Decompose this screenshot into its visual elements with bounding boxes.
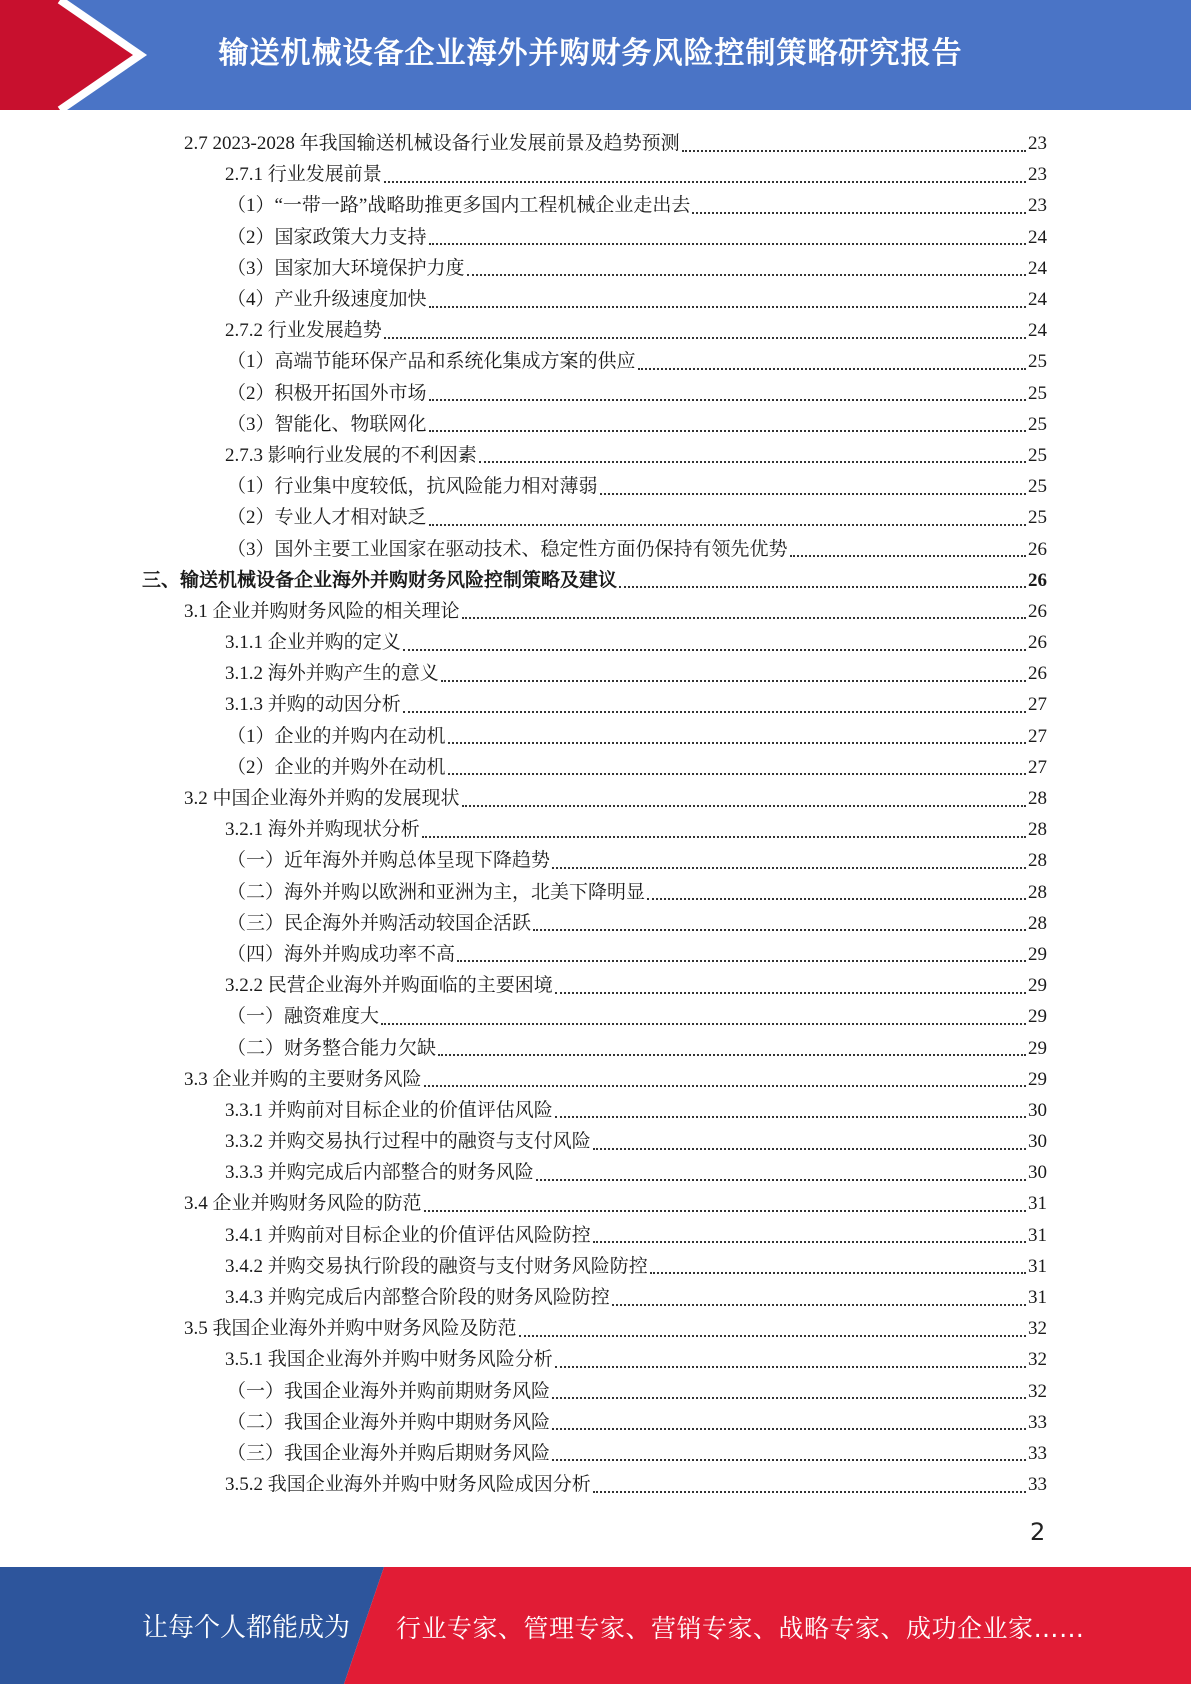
toc-entry[interactable] [0,1220,1191,1251]
toc-entry[interactable] [0,1344,1191,1375]
toc-entry-label: （4）产业升级速度加快 [227,289,427,311]
toc-leader-dots [519,1335,1026,1337]
toc-entry-page: 24 [1028,289,1047,311]
toc-leader-dots [593,1491,1026,1493]
toc-entry-label: 3.2.1 海外并购现状分析 [225,819,420,841]
toc-entry-page: 24 [1028,320,1047,342]
toc-entry-label: 3.3 企业并购的主要财务风险 [184,1068,422,1090]
report-title: 输送机械设备企业海外并购财务风险控制策略研究报告 [218,36,963,71]
toc-entry[interactable] [0,1407,1191,1438]
toc-entry-page: 28 [1028,881,1047,903]
toc-entry-page: 25 [1028,476,1047,498]
toc-entry-label: （1）行业集中度较低，抗风险能力相对薄弱 [227,476,598,498]
toc-leader-dots [533,929,1026,931]
header-red-arrow [0,0,140,110]
toc-leader-dots [692,212,1026,214]
toc-entry-page: 31 [1028,1224,1047,1246]
footer-slogan-right: 行业专家、管理专家、营销专家、战略专家、成功企业家…… [396,1614,1085,1643]
toc-entry-label: 3.4.2 并购交易执行阶段的融资与支付财务风险防控 [225,1255,648,1277]
toc-entry[interactable] [0,502,1191,533]
toc-entry[interactable] [0,1188,1191,1219]
toc-entry-label: （1）高端节能环保产品和系统化集成方案的供应 [227,351,636,373]
toc-leader-dots [638,368,1026,370]
toc-entry-page: 28 [1028,819,1047,841]
toc-entry-label: （二）财务整合能力欠缺 [227,1037,437,1059]
toc-leader-dots [650,1272,1026,1274]
toc-entry-label: 三、输送机械设备企业海外并购财务风险控制策略及建议 [142,569,618,591]
toc-entry[interactable] [0,565,1191,596]
toc-entry-page: 29 [1028,1068,1047,1090]
toc-entry-label: （2）积极开拓国外市场 [227,382,427,404]
toc-entry-label: （二）海外并购以欧洲和亚洲为主，北美下降明显 [227,881,646,903]
toc-entry-label: （四）海外并购成功率不高 [227,943,456,965]
toc-entry-label: （1）“一带一路”战略助推更多国内工程机械企业走出去 [227,195,691,217]
toc-entry-page: 25 [1028,413,1047,435]
toc-leader-dots [403,649,1026,651]
toc-entry-label: 3.3.1 并购前对目标企业的价值评估风险 [225,1099,553,1121]
toc-entry[interactable] [0,315,1191,346]
toc-entry-page: 28 [1028,850,1047,872]
toc-entry[interactable] [0,159,1191,190]
toc-entry-page: 30 [1028,1099,1047,1121]
toc-leader-dots [552,867,1026,869]
toc-entry-page: 32 [1028,1318,1047,1340]
toc-entry-label: 3.4.1 并购前对目标企业的价值评估风险防控 [225,1224,591,1246]
toc-entry[interactable] [0,1157,1191,1188]
toc-entry-label: （一）我国企业海外并购前期财务风险 [227,1380,551,1402]
toc-entry-label: 3.5.1 我国企业海外并购中财务风险分析 [225,1349,553,1371]
toc-entry[interactable] [0,1126,1191,1157]
toc-entry-page: 32 [1028,1349,1047,1371]
toc-entry-page: 31 [1028,1287,1047,1309]
toc-entry-page: 25 [1028,382,1047,404]
toc-leader-dots [555,1366,1026,1368]
toc-entry-page: 29 [1028,975,1047,997]
toc-leader-dots [438,1054,1026,1056]
toc-leader-dots [479,461,1026,463]
toc-entry-page: 26 [1028,600,1047,622]
toc-leader-dots [429,524,1026,526]
toc-leader-dots [612,1304,1026,1306]
toc-entry-label: （2）专业人才相对缺乏 [227,507,427,529]
toc-entry[interactable] [0,471,1191,502]
toc-leader-dots [593,1148,1026,1150]
toc-entry[interactable] [0,1251,1191,1282]
page-number: 2 [1030,1518,1046,1546]
toc-entry[interactable] [0,939,1191,970]
toc-leader-dots [384,181,1026,183]
toc-leader-dots [381,1023,1026,1025]
table-of-contents [0,128,1191,1500]
toc-leader-dots [384,337,1026,339]
toc-leader-dots [429,306,1026,308]
toc-entry[interactable] [0,783,1191,814]
toc-entry[interactable] [0,190,1191,221]
toc-entry[interactable] [0,1438,1191,1469]
toc-entry-label: 3.5.2 我国企业海外并购中财务风险成因分析 [225,1474,591,1496]
toc-entry[interactable] [0,908,1191,939]
toc-entry-page: 29 [1028,943,1047,965]
footer-banner [0,1567,1191,1684]
toc-entry-page: 25 [1028,444,1047,466]
toc-entry-label: 2.7.2 行业发展趋势 [225,320,382,342]
toc-leader-dots [429,243,1026,245]
toc-leader-dots [593,1241,1026,1243]
toc-entry-page: 25 [1028,507,1047,529]
toc-entry[interactable] [0,814,1191,845]
toc-leader-dots [552,1459,1026,1461]
toc-entry-page: 32 [1028,1380,1047,1402]
toc-entry-label: （一）融资难度大 [227,1006,380,1028]
toc-entry[interactable] [0,440,1191,471]
toc-entry-page: 27 [1028,725,1047,747]
toc-leader-dots [462,805,1026,807]
toc-entry[interactable] [0,346,1191,377]
toc-entry-page: 26 [1028,663,1047,685]
toc-entry-label: 3.2.2 民营企业海外并购面临的主要困境 [225,975,553,997]
toc-entry-page: 28 [1028,912,1047,934]
toc-entry[interactable] [0,627,1191,658]
toc-entry[interactable] [0,284,1191,315]
toc-entry-label: 3.1.1 企业并购的定义 [225,632,401,654]
toc-leader-dots [536,1179,1026,1181]
toc-entry-page: 23 [1028,195,1047,217]
toc-leader-dots [790,555,1026,557]
toc-entry[interactable] [0,596,1191,627]
toc-entry-label: 3.5 我国企业海外并购中财务风险及防范 [184,1318,517,1340]
toc-leader-dots [448,773,1026,775]
toc-leader-dots [619,586,1026,588]
toc-entry-page: 33 [1028,1411,1047,1433]
toc-entry-page: 30 [1028,1131,1047,1153]
toc-entry-page: 28 [1028,788,1047,810]
toc-entry-label: 3.3.3 并购完成后内部整合的财务风险 [225,1162,534,1184]
toc-entry[interactable] [0,721,1191,752]
toc-leader-dots [424,1085,1026,1087]
toc-leader-dots [682,150,1026,152]
toc-entry-page: 29 [1028,1006,1047,1028]
toc-entry-label: （二）我国企业海外并购中期财务风险 [227,1411,551,1433]
toc-leader-dots [403,711,1026,713]
toc-entry-label: 3.1.3 并购的动因分析 [225,694,401,716]
toc-leader-dots [429,399,1026,401]
toc-entry-page: 31 [1028,1255,1047,1277]
toc-entry-label: 3.1 企业并购财务风险的相关理论 [184,600,460,622]
toc-entry[interactable] [0,1282,1191,1313]
toc-entry[interactable] [0,1469,1191,1500]
toc-leader-dots [647,898,1026,900]
toc-entry-page: 24 [1028,226,1047,248]
toc-entry-label: 3.2 中国企业海外并购的发展现状 [184,788,460,810]
toc-entry[interactable] [0,1095,1191,1126]
toc-entry-page: 25 [1028,351,1047,373]
toc-leader-dots [552,1428,1026,1430]
toc-entry-label: 2.7 2023-2028 年我国输送机械设备行业发展前景及趋势预测 [184,133,680,155]
toc-entry-label: （2）国家政策大力支持 [227,226,427,248]
toc-leader-dots [555,1116,1026,1118]
footer-slogan-left: 让每个人都能成为 [142,1613,351,1643]
header-banner [0,0,1191,110]
toc-entry[interactable] [0,378,1191,409]
toc-entry-page: 26 [1028,538,1047,560]
toc-entry[interactable] [0,752,1191,783]
toc-leader-dots [555,992,1026,994]
toc-leader-dots [462,617,1026,619]
toc-leader-dots [457,960,1026,962]
toc-entry-page: 31 [1028,1193,1047,1215]
toc-entry-page: 27 [1028,694,1047,716]
toc-entry-label: 3.4 企业并购财务风险的防范 [184,1193,422,1215]
toc-entry[interactable] [0,222,1191,253]
toc-entry-page: 29 [1028,1037,1047,1059]
toc-leader-dots [448,742,1026,744]
toc-entry-label: （3）国外主要工业国家在驱动技术、稳定性方面仍保持有领先优势 [227,538,788,560]
toc-leader-dots [467,274,1026,276]
toc-entry-label: 3.1.2 海外并购产生的意义 [225,663,439,685]
toc-entry-label: （一）近年海外并购总体呈现下降趋势 [227,850,551,872]
toc-entry-label: （1）企业的并购内在动机 [227,725,446,747]
toc-entry[interactable] [0,253,1191,284]
toc-entry[interactable] [0,877,1191,908]
toc-entry-page: 23 [1028,164,1047,186]
toc-entry-label: （三）我国企业海外并购后期财务风险 [227,1442,551,1464]
toc-leader-dots [422,836,1026,838]
toc-entry-label: （三）民企海外并购活动较国企活跃 [227,912,532,934]
toc-entry-label: （2）企业的并购外在动机 [227,756,446,778]
toc-entry[interactable] [0,658,1191,689]
toc-entry-page: 33 [1028,1474,1047,1496]
toc-entry-page: 24 [1028,257,1047,279]
toc-entry[interactable] [0,1064,1191,1095]
toc-entry[interactable] [0,689,1191,720]
toc-leader-dots [552,1397,1026,1399]
toc-entry-label: （3）智能化、物联网化 [227,413,427,435]
toc-entry-page: 26 [1028,569,1047,591]
toc-entry[interactable] [0,1313,1191,1344]
toc-entry-label: 2.7.3 影响行业发展的不利因素 [225,444,477,466]
toc-entry[interactable] [0,1001,1191,1032]
toc-entry-label: 2.7.1 行业发展前景 [225,164,382,186]
toc-entry-page: 33 [1028,1442,1047,1464]
toc-entry[interactable] [0,128,1191,159]
toc-entry-page: 23 [1028,133,1047,155]
toc-entry[interactable] [0,970,1191,1001]
toc-entry-label: 3.4.3 并购完成后内部整合阶段的财务风险防控 [225,1287,610,1309]
toc-entry-page: 26 [1028,632,1047,654]
toc-entry[interactable] [0,1376,1191,1407]
toc-entry[interactable] [0,533,1191,564]
toc-leader-dots [424,1210,1026,1212]
toc-entry[interactable] [0,1032,1191,1063]
toc-entry[interactable] [0,845,1191,876]
toc-leader-dots [429,430,1026,432]
toc-entry-page: 27 [1028,756,1047,778]
toc-leader-dots [600,493,1026,495]
toc-entry-label: 3.3.2 并购交易执行过程中的融资与支付风险 [225,1131,591,1153]
toc-entry[interactable] [0,409,1191,440]
toc-entry-label: （3）国家加大环境保护力度 [227,257,465,279]
toc-entry-page: 30 [1028,1162,1047,1184]
toc-leader-dots [441,680,1026,682]
